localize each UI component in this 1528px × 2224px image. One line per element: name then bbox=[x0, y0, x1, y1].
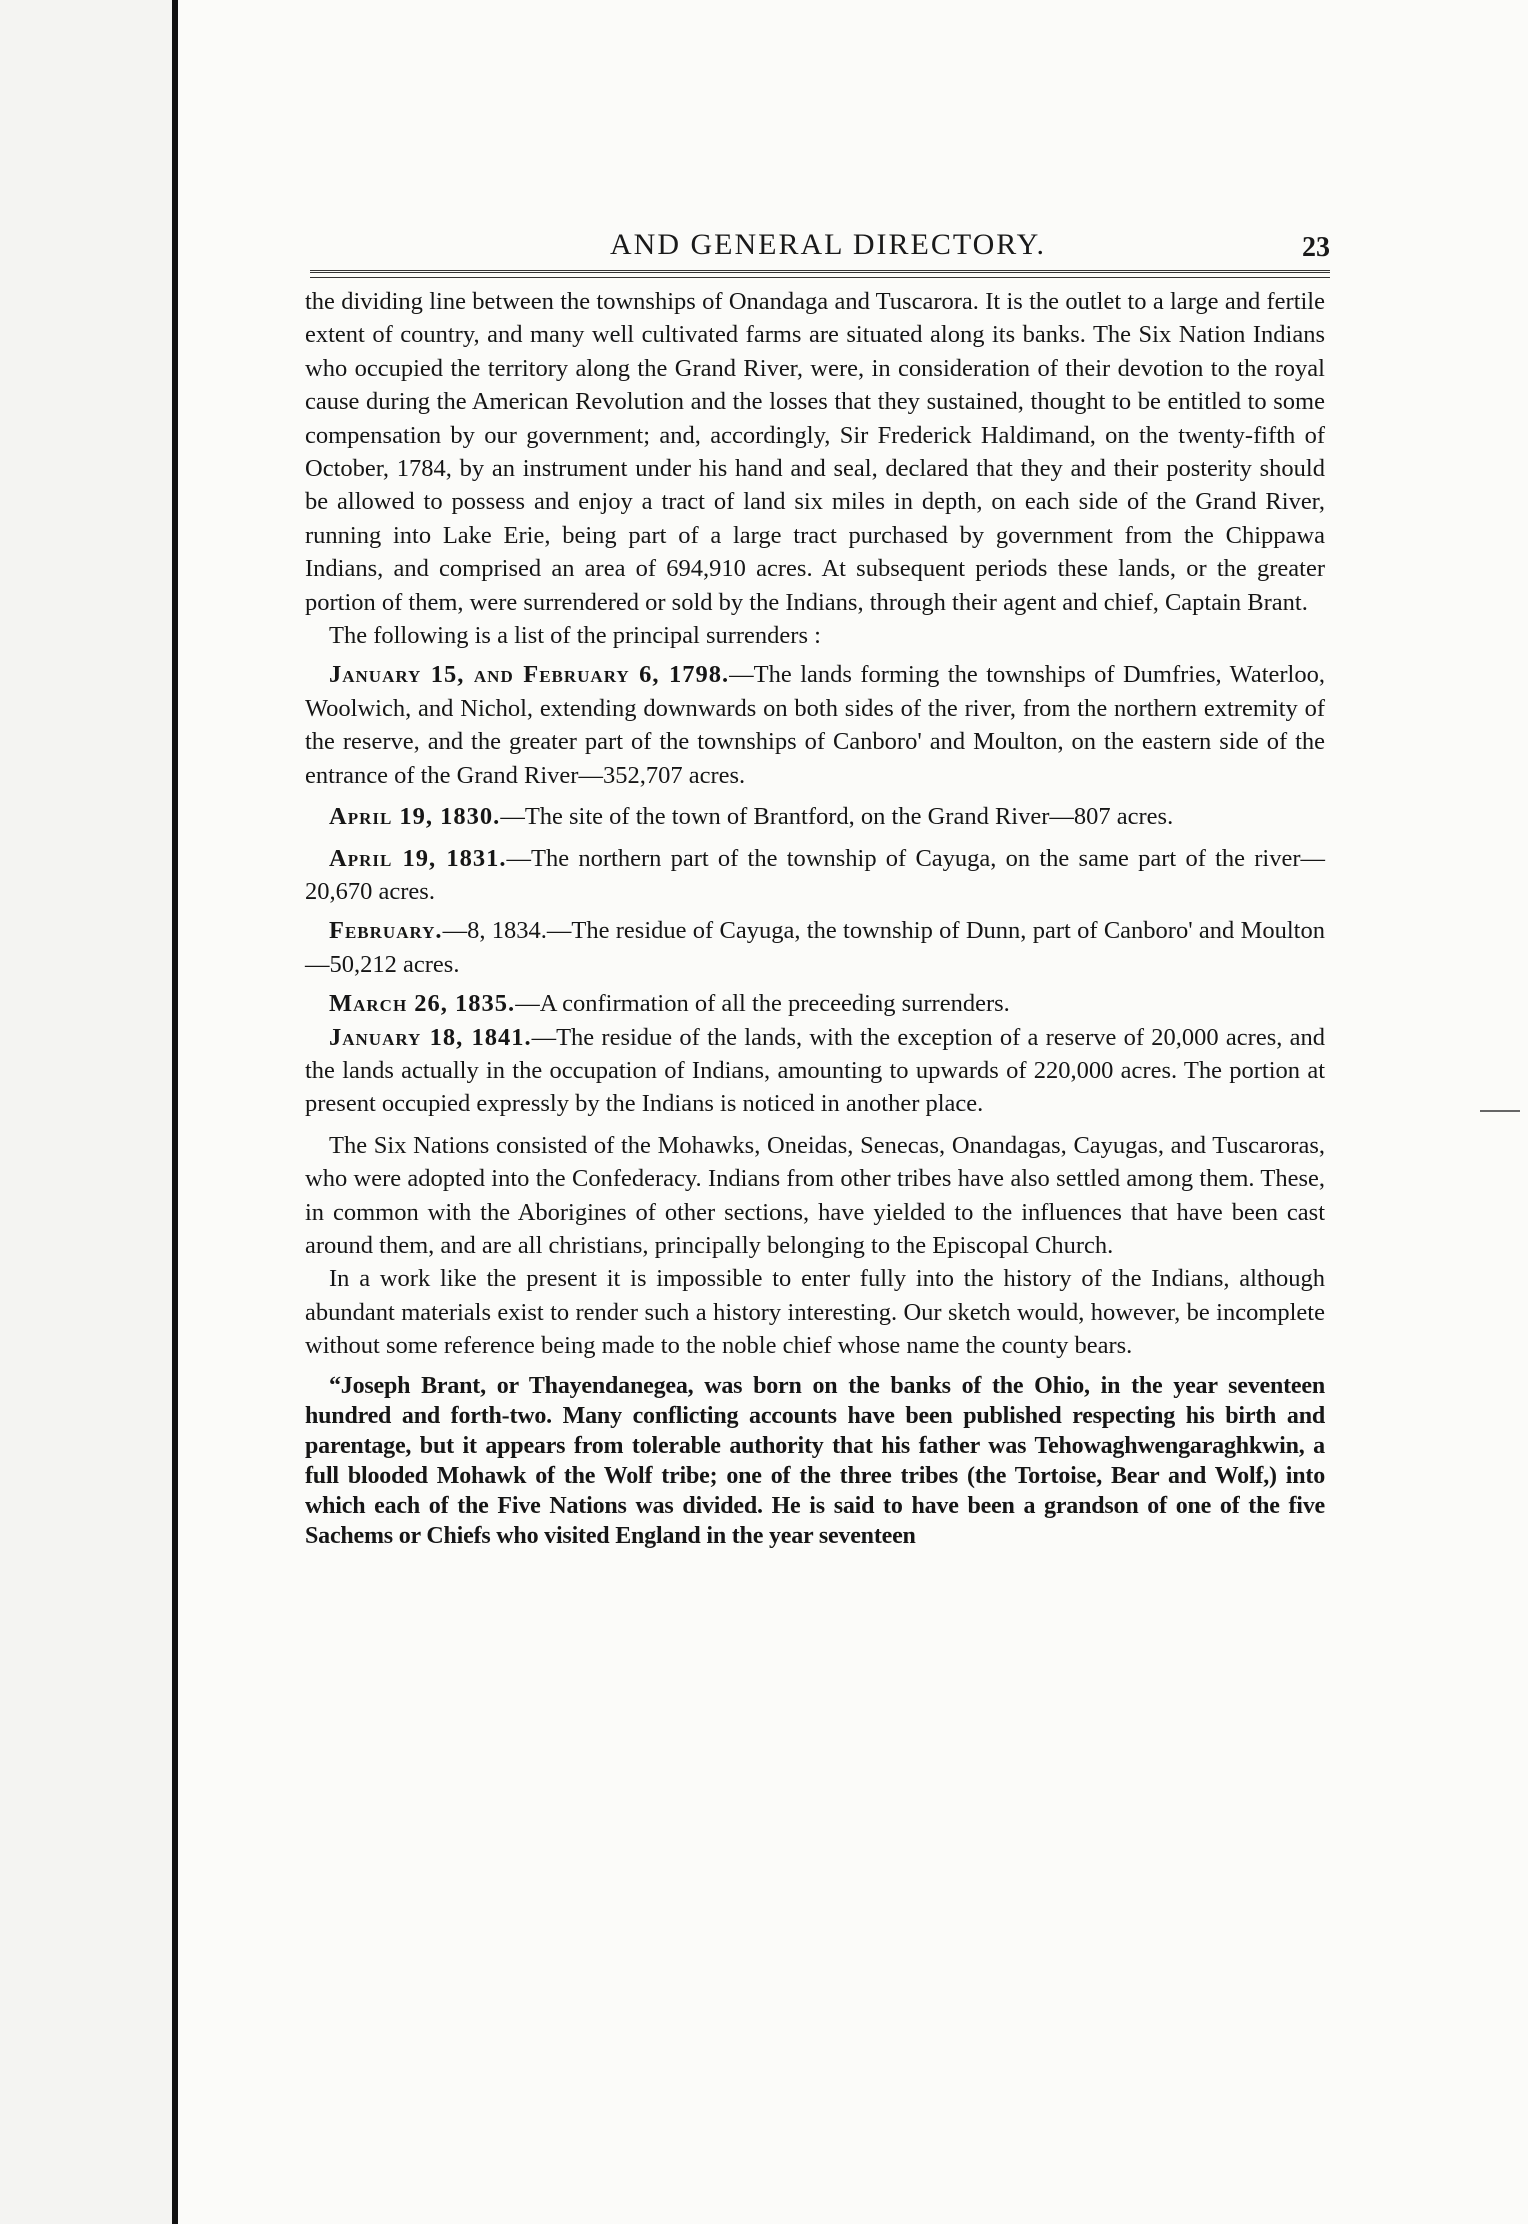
margin-mark-line bbox=[1480, 1110, 1520, 1112]
surrender-entry-1831 bbox=[305, 842, 1325, 909]
left-page-edge bbox=[0, 0, 178, 2224]
page-header bbox=[310, 220, 1330, 270]
paragraph-surrenders-intro: The following is a list of the principal surrenders : bbox=[329, 622, 821, 650]
entry-date: January 15, and February 6, 1798. bbox=[329, 661, 730, 689]
paragraph-joseph-brant-quote: “Joseph Brant, or Thayendanegea, was born on the banks of the Ohio, in the year seventeen hundred and forth-two. Many conflicting accounts have been published respecting his birth and parentage, but it appears from tolerable authority that his father was Tehowaghwengaraghkwin, a full blooded Mohawk of the Wolf tribe; one of the three tribes (the Tortoise, Bear and Wolf,) into which each of the Five Nations was divided. He is said to have been a grandson of one of the five Sachems or Chiefs who visited England in the year seventeen bbox=[305, 1372, 1325, 1549]
entry-date: February. bbox=[329, 917, 443, 945]
page-number: 23 bbox=[1302, 232, 1330, 263]
entry-date: March 26, 1835. bbox=[329, 990, 516, 1018]
entry-date: April 19, 1831. bbox=[329, 844, 507, 872]
surrender-entry-1841 bbox=[305, 1021, 1325, 1121]
page-body bbox=[305, 285, 1325, 1551]
entry-text: —The residue of the lands, with the exception of a reserve of 20,000 acres, and the lands actually in the occupation of Indians, amounting to upwards of 220,000 acres. The portion at present occupied expressly by the Indians is noticed in another place. bbox=[305, 1023, 1325, 1118]
entry-text: —The lands forming the townships of Dumfries, Waterloo, Woolwich, and Nichol, extending downwards on both sides of the river, from the northern extremity of the reserve, and the greater part of the townships of Canboro' and Moulton, on the eastern side of the entrance of the Grand River—352,707 acres. bbox=[305, 661, 1325, 789]
paragraph-dividing-line: the dividing line between the townships of Onandaga and Tuscarora. It is the outlet to a large and fertile extent of country, and many well cultivated farms are situated along its banks. The Six Nation Indians who occupied the territory along the Grand River, were, in consideration of their devotion to the royal cause during the American Revolution and the losses that they sustained, thought to be entitled to some compensation by our government; and, accordingly, Sir Frederick Haldimand, on the twenty-fifth of October, 1784, by an instrument under his hand and seal, declared that they and their posterity should be allowed to possess and enjoy a tract of land six miles in depth, on each side of the Grand River, running into Lake Erie, being part of a large tract purchased by government from the Chippawa Indians, and comprised an area of 694,910 acres. At subsequent periods these lands, or the greater portion of them, were surrendered or sold by the Indians, through their agent and chief, Captain Brant. bbox=[305, 288, 1325, 616]
surrender-entry-1798 bbox=[305, 658, 1325, 792]
surrender-entry-1830 bbox=[305, 800, 1325, 833]
running-head: AND GENERAL DIRECTORY. bbox=[610, 228, 1046, 261]
entry-text: —The northern part of the township of Cayuga, on the same part of the river—20,670 acres. bbox=[305, 844, 1325, 905]
surrender-entry-1834 bbox=[305, 914, 1325, 981]
entry-date: January 18, 1841. bbox=[329, 1023, 532, 1051]
entry-text: —8, 1834.—The residue of Cayuga, the township of Dunn, part of Canboro' and Moulton—50,212 acres. bbox=[305, 917, 1325, 978]
header-rule bbox=[310, 270, 1330, 278]
paragraph-six-nations: The Six Nations consisted of the Mohawks, Oneidas, Senecas, Onandagas, Cayugas, and Tuscaroras, who were adopted into the Confederacy. Indians from other tribes have also settled among them. These, in common with the Aborigines of other sections, have yielded to the influences that have been cast around them, and are all christians, principally belonging to the Episcopal Church. bbox=[305, 1131, 1325, 1259]
paragraph-history: In a work like the present it is impossible to enter fully into the history of the Indians, although abundant materials exist to render such a history interesting. Our sketch would, however, be incomplete without some reference being made to the noble chief whose name the county bears. bbox=[305, 1265, 1325, 1360]
surrender-entry-1835 bbox=[305, 987, 1325, 1020]
entry-text: —A confirmation of all the preceeding surrenders. bbox=[515, 990, 1010, 1018]
entry-text: —The site of the town of Brantford, on the Grand River—807 acres. bbox=[500, 803, 1174, 831]
entry-date: April 19, 1830. bbox=[329, 803, 501, 831]
